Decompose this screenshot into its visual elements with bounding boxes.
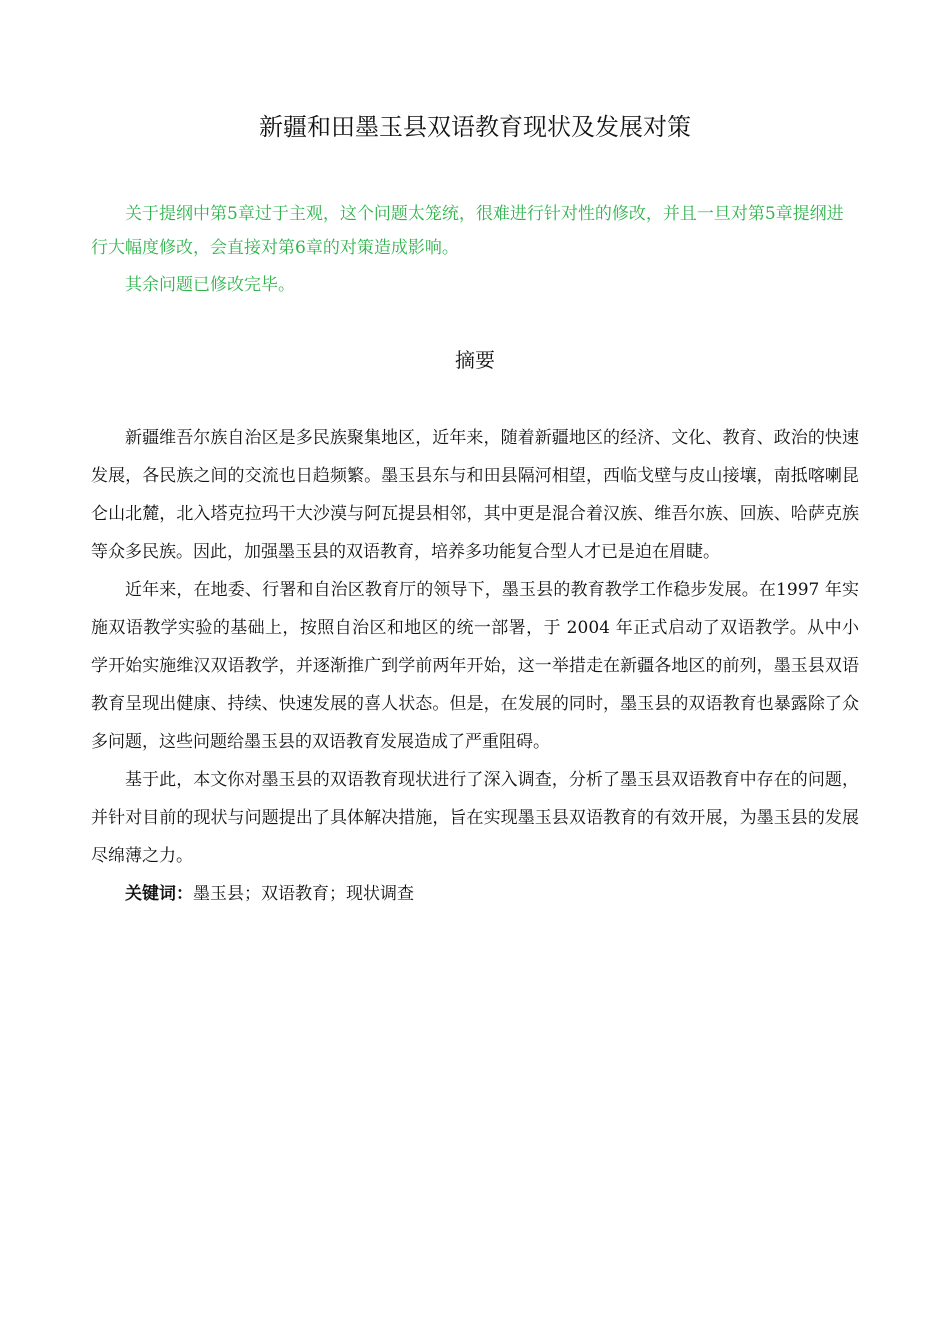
revision-note [91,197,859,265]
revision-note-text: 其余问题已修改完毕。 [125,275,295,295]
revision-note-completed [91,268,859,302]
keywords-line [91,875,859,913]
abstract-heading: 摘要 [455,348,495,372]
abstract-paragraph: 新疆维吾尔族自治区是多民族聚集地区，近年来，随着新疆地区的经济、文化、教育、政治的快速发展，各民族之间的交流也日趋频繁。墨玉县东与和田县隔河相望，西临戈壁与皮山接壤，南抵喀喇昆仑山北麓，北入塔克拉玛干大沙漠与阿瓦提县相邻，其中更是混合着汉族、维吾尔族、回族、哈萨克族等众多民族。因此，加强墨玉县的双语教育，培养多功能复合型人才已是迫在眉睫。 [91,428,859,562]
abstract-paragraph: 基于此，本文你对墨玉县的双语教育现状进行了深入调查，分析了墨玉县双语教育中存在的问题，并针对目前的现状与问题提出了具体解决措施，旨在实现墨玉县双语教育的有效开展，为墨玉县的发展尽绵薄之力。 [91,770,859,866]
keywords-label: 关键词： [125,884,193,904]
keywords-text: 墨玉县；双语教育；现状调查 [193,884,414,904]
abstract-paragraph: 近年来，在地委、行署和自治区教育厅的领导下，墨玉县的教育教学工作稳步发展。在1997 年实施双语教学实验的基础上，按照自治区和地区的统一部署，于 2004 年正式启动了双语教学。从中小学开始实施维汉双语教学，并逐渐推广到学前两年开始，这一举措走在新疆各地区的前列，墨玉县双语教育呈现出健康、持续、快速发展的喜人状态。但是，在发展的同时，墨玉县的双语教育也暴露除了众多问题，这些问题给墨玉县的双语教育发展造成了严重阻碍。 [91,580,859,752]
revision-note-text: 关于提纲中第5章过于主观，这个问题太笼统，很难进行针对性的修改，并且一旦对第5章提纲进行大幅度修改，会直接对第6章的对策造成影响。 [91,204,844,258]
document-title: 新疆和田墨玉县双语教育现状及发展对策 [259,113,691,141]
abstract-body [91,419,859,913]
